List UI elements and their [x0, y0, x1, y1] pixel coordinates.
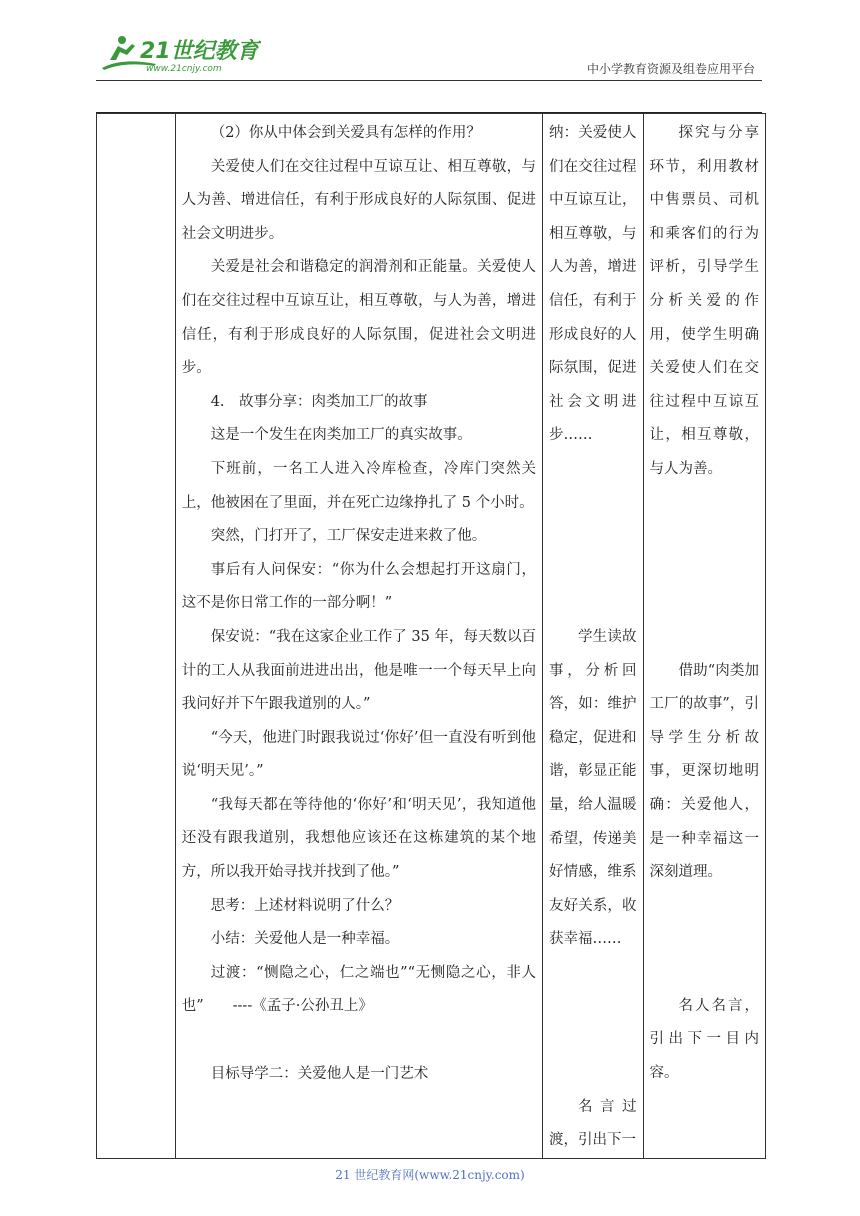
header-divider — [96, 80, 762, 81]
lesson-table — [96, 113, 766, 1159]
student-response: 学生读故事，分析回答，如：维护稳定，促进和谐，彰显正能量，给人温暖希望，传递美好情感，维系友好关系，收获幸福…… — [548, 628, 637, 948]
design-note-1: 探究与分享环节，利用教材中售票员、司机和乘客们的行为评析，引导学生分析关爱的作用，使学生明确关爱使人们在交往过程中互谅互让，相互尊敬，与人为善。 — [649, 125, 759, 477]
design-note-2: 借助“肉类加工厂的故事”，引导学生分析故事，更深切地明确：关爱他人，是一种幸福这一深刻道理。 — [649, 662, 759, 881]
story-heading: 4. 故事分享：肉类加工厂的故事 — [210, 393, 428, 410]
page-header — [0, 0, 860, 100]
platform-title: 中小学教育资源及组卷应用平台 — [586, 62, 755, 76]
design-intent-cell — [643, 114, 765, 1159]
teacher-activity-cell — [175, 114, 542, 1159]
question-text: （2）你从中体会到关爱具有怎样的作用？ — [210, 125, 481, 141]
conclusion-text: 小结：关爱他人是一种幸福。 — [210, 931, 400, 948]
think-question: 思考：上述材料说明了什么？ — [210, 897, 400, 914]
transition-quote: 过渡：“恻隐之心，仁之端也”“无恻隐之心，非人也” ----《孟子·公孙丑上》 — [181, 964, 536, 1015]
goal-two-heading: 目标导学二：关爱他人是一门艺术 — [210, 1065, 429, 1082]
student-activity-cell — [542, 114, 643, 1159]
story-paragraph: 事后有人问保安：“你为什么会想起打开这扇门，这不是你日常工作的一部分啊！” — [181, 561, 536, 612]
answer-text: 关爱使人们在交往过程中互谅互让、相互尊敬，与人为善、增进信任，有利于形成良好的人际氛围、促进社会文明进步。 — [181, 158, 536, 242]
student-transition: 名言过渡，引出下一 — [548, 1098, 637, 1149]
spacer — [650, 487, 759, 655]
story-paragraph: 突然，门打开了，工厂保安走进来救了他。 — [210, 528, 487, 545]
story-paragraph: “我每天都在等待他的‘你好’和‘明天见’，我知道他还没有跟我道别，我想他应该还在这栋建筑的某个地方，所以我开始寻找并找到了他。” — [181, 796, 536, 881]
spacer — [650, 890, 759, 990]
spacer — [549, 957, 637, 1091]
stage-cell — [97, 114, 176, 1159]
design-note-3: 名人名言，引出下一目内容。 — [649, 997, 759, 1081]
spacer — [182, 1024, 536, 1058]
logo-url: www.21cnjy.com — [146, 64, 222, 74]
story-intro: 这是一个发生在肉类加工厂的真实故事。 — [210, 427, 472, 444]
story-paragraph: 下班前，一名工人进入冷库检查，冷库门突然关上，他被困在了里面，并在死亡边缘挣扎了 5 个小时。 — [181, 460, 536, 511]
story-paragraph: 保安说：“我在这家企业工作了 35 年，每天数以百计的工人从我面前进进出出，他是唯一一个每天早上向我问好并下午跟我道别的人。” — [181, 628, 536, 713]
logo-text: 21世纪教育 — [140, 39, 259, 64]
table-row — [97, 114, 766, 1159]
footer-divider — [96, 1158, 708, 1159]
story-paragraph: “今天，他进门时跟我说过‘你好’但一直没有听到他说‘明天见’。” — [181, 729, 536, 780]
spacer — [549, 453, 637, 621]
site-logo — [96, 30, 261, 78]
student-summary: 纳：关爱使人们在交往过程中互谅互让，相互尊敬，与人为善，增进信任，有利于形成良好的人际氛围，促进社会文明进步…… — [548, 125, 637, 444]
summary-text: 关爱是社会和谐稳定的润滑剂和正能量。关爱使人们在交往过程中互谅互让，相互尊敬，与人为善，增进信任，有利于形成良好的人际氛围，促进社会文明进步。 — [181, 259, 536, 377]
footer-link[interactable]: 21 世纪教育网(www.21cnjy.com) — [335, 1168, 525, 1182]
